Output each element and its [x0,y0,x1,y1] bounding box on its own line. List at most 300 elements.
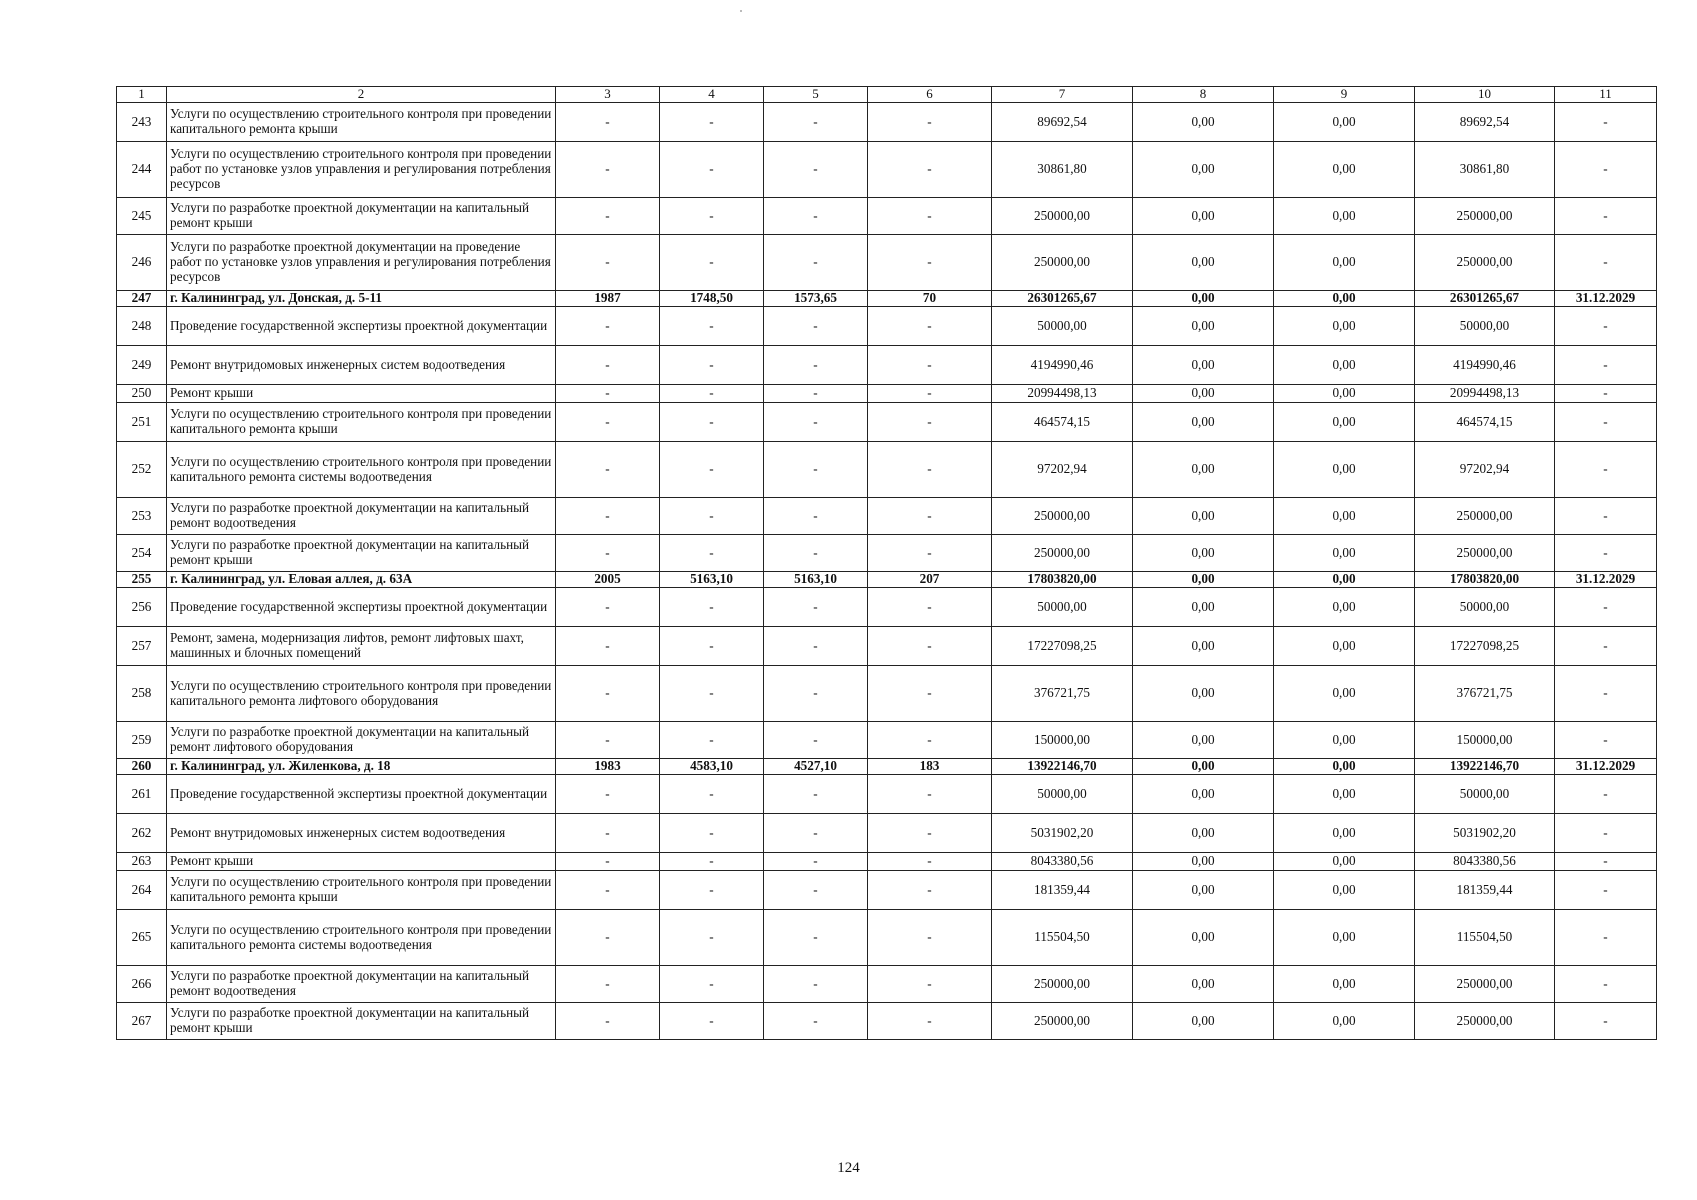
col7-value: 97202,94 [992,442,1133,498]
col3-value: - [556,627,660,666]
table-row [117,403,1657,442]
col10-value: 376721,75 [1415,666,1555,722]
table-row [117,666,1657,722]
col3-value: - [556,853,660,871]
col9-value: 0,00 [1274,346,1415,385]
col3-value: - [556,722,660,759]
col8-value: 0,00 [1133,1003,1274,1040]
col8-value: 0,00 [1133,198,1274,235]
col9-value: 0,00 [1274,235,1415,291]
row-number: 266 [117,966,167,1003]
row-number: 264 [117,871,167,910]
col7-value: 464574,15 [992,403,1133,442]
col3-value: - [556,307,660,346]
table-row [117,142,1657,198]
work-name: г. Калининград, ул. Еловая аллея, д. 63А [167,572,556,588]
col7-value: 150000,00 [992,722,1133,759]
row-number: 246 [117,235,167,291]
col4-value: - [660,403,764,442]
col7-value: 89692,54 [992,103,1133,142]
col9-value: 0,00 [1274,498,1415,535]
col3-value: - [556,103,660,142]
work-name: Услуги по разработке проектной документации на капитальный ремонт лифтового оборудования [167,722,556,759]
table-row [117,498,1657,535]
col5-value: - [764,666,868,722]
col3-value: - [556,346,660,385]
col6-value: - [868,535,992,572]
row-number: 244 [117,142,167,198]
col3-value: - [556,814,660,853]
col7-value: 250000,00 [992,535,1133,572]
work-name: Услуги по разработке проектной документации на капитальный ремонт крыши [167,1003,556,1040]
col7-value: 376721,75 [992,666,1133,722]
col10-value: 20994498,13 [1415,385,1555,403]
row-number: 245 [117,198,167,235]
col5-value: 5163,10 [764,572,868,588]
col5-value: - [764,910,868,966]
work-name: Услуги по осуществлению строительного контроля при проведении капитального ремонта системы водоотведения [167,910,556,966]
col9-value: 0,00 [1274,307,1415,346]
col3-value: 1983 [556,759,660,775]
col4-value: - [660,346,764,385]
row-number: 251 [117,403,167,442]
col9-value: 0,00 [1274,627,1415,666]
col9-value: 0,00 [1274,722,1415,759]
col9-value: 0,00 [1274,966,1415,1003]
col5-value: - [764,775,868,814]
col7-value: 30861,80 [992,142,1133,198]
col5-value: - [764,346,868,385]
col10-value: 181359,44 [1415,871,1555,910]
col11-value: - [1555,442,1657,498]
col11-value: - [1555,307,1657,346]
col5-value: - [764,966,868,1003]
row-number: 250 [117,385,167,403]
col11-value: 31.12.2029 [1555,759,1657,775]
row-number: 254 [117,535,167,572]
col8-value: 0,00 [1133,385,1274,403]
col8-value: 0,00 [1133,666,1274,722]
col6-value: - [868,498,992,535]
col6-value: - [868,871,992,910]
col5-value: - [764,1003,868,1040]
col-header-9: 9 [1274,87,1415,103]
table-row [117,775,1657,814]
col5-value: - [764,442,868,498]
col8-value: 0,00 [1133,572,1274,588]
col7-value: 8043380,56 [992,853,1133,871]
col4-value: - [660,1003,764,1040]
col3-value: - [556,871,660,910]
col-header-3: 3 [556,87,660,103]
col4-value: - [660,722,764,759]
col11-value: - [1555,814,1657,853]
col11-value: - [1555,666,1657,722]
col11-value: - [1555,385,1657,403]
col8-value: 0,00 [1133,498,1274,535]
col7-value: 50000,00 [992,775,1133,814]
work-name: Ремонт крыши [167,853,556,871]
col4-value: - [660,307,764,346]
table-row [117,442,1657,498]
col10-value: 89692,54 [1415,103,1555,142]
row-number: 257 [117,627,167,666]
col8-value: 0,00 [1133,966,1274,1003]
col8-value: 0,00 [1133,722,1274,759]
col6-value: - [868,588,992,627]
col11-value: - [1555,775,1657,814]
col-header-2: 2 [167,87,556,103]
register-sheet [116,86,1656,1040]
col4-value: - [660,871,764,910]
col6-value: - [868,853,992,871]
work-name: Ремонт крыши [167,385,556,403]
col7-value: 20994498,13 [992,385,1133,403]
table-row [117,588,1657,627]
table-body [117,87,1657,1040]
col4-value: 5163,10 [660,572,764,588]
col10-value: 250000,00 [1415,966,1555,1003]
col6-value: - [868,814,992,853]
address-row [117,759,1657,775]
col11-value: - [1555,535,1657,572]
col5-value: - [764,142,868,198]
work-name: г. Калининград, ул. Донская, д. 5-11 [167,291,556,307]
col7-value: 115504,50 [992,910,1133,966]
col10-value: 30861,80 [1415,142,1555,198]
row-number: 253 [117,498,167,535]
work-name: Ремонт внутридомовых инженерных систем водоотведения [167,346,556,385]
col5-value: - [764,814,868,853]
col4-value: - [660,535,764,572]
col10-value: 50000,00 [1415,307,1555,346]
work-name: Проведение государственной экспертизы проектной документации [167,307,556,346]
col7-value: 5031902,20 [992,814,1133,853]
col4-value: - [660,235,764,291]
col9-value: 0,00 [1274,775,1415,814]
col9-value: 0,00 [1274,403,1415,442]
col11-value: - [1555,853,1657,871]
col6-value: - [868,103,992,142]
col3-value: 2005 [556,572,660,588]
work-name: Проведение государственной экспертизы проектной документации [167,588,556,627]
col3-value: - [556,535,660,572]
work-name: Услуги по осуществлению строительного контроля при проведении капитального ремонта системы водоотведения [167,442,556,498]
col7-value: 4194990,46 [992,346,1133,385]
col6-value: - [868,198,992,235]
work-name: Услуги по осуществлению строительного контроля при проведении капитального ремонта крыши [167,103,556,142]
table-row [117,871,1657,910]
col10-value: 250000,00 [1415,235,1555,291]
col6-value: 183 [868,759,992,775]
col5-value: - [764,403,868,442]
col3-value: - [556,498,660,535]
work-name: Ремонт, замена, модернизация лифтов, ремонт лифтовых шахт, машинных и блочных помещений [167,627,556,666]
row-number: 255 [117,572,167,588]
col9-value: 0,00 [1274,814,1415,853]
col7-value: 13922146,70 [992,759,1133,775]
col8-value: 0,00 [1133,142,1274,198]
col5-value: - [764,235,868,291]
col4-value: - [660,142,764,198]
col-header-1: 1 [117,87,167,103]
col4-value: - [660,442,764,498]
work-name: Услуги по осуществлению строительного контроля при проведении капитального ремонта крыши [167,403,556,442]
col7-value: 250000,00 [992,1003,1133,1040]
col9-value: 0,00 [1274,198,1415,235]
table-row [117,535,1657,572]
col10-value: 17227098,25 [1415,627,1555,666]
scan-speck [740,10,742,12]
col11-value: - [1555,346,1657,385]
column-number-row [117,87,1657,103]
col9-value: 0,00 [1274,853,1415,871]
col8-value: 0,00 [1133,814,1274,853]
col9-value: 0,00 [1274,1003,1415,1040]
col-header-5: 5 [764,87,868,103]
col8-value: 0,00 [1133,291,1274,307]
work-name: Услуги по разработке проектной документации на проведение работ по установке узлов управления и регулирования потребления ресурсов [167,235,556,291]
col7-value: 181359,44 [992,871,1133,910]
row-number: 262 [117,814,167,853]
col6-value: - [868,722,992,759]
table-row [117,307,1657,346]
col10-value: 250000,00 [1415,198,1555,235]
col9-value: 0,00 [1274,910,1415,966]
col6-value: - [868,403,992,442]
col3-value: - [556,235,660,291]
table-row [117,627,1657,666]
col11-value: - [1555,198,1657,235]
work-name: Услуги по разработке проектной документации на капитальный ремонт крыши [167,535,556,572]
col10-value: 5031902,20 [1415,814,1555,853]
col3-value: - [556,966,660,1003]
works-register-table [116,86,1657,1040]
col5-value: 4527,10 [764,759,868,775]
col3-value: - [556,1003,660,1040]
col8-value: 0,00 [1133,103,1274,142]
col6-value: - [868,910,992,966]
table-row [117,235,1657,291]
col9-value: 0,00 [1274,291,1415,307]
col10-value: 115504,50 [1415,910,1555,966]
col9-value: 0,00 [1274,535,1415,572]
row-number: 249 [117,346,167,385]
col6-value: - [868,775,992,814]
row-number: 259 [117,722,167,759]
col6-value: - [868,442,992,498]
col5-value: - [764,498,868,535]
col5-value: - [764,871,868,910]
col-header-11: 11 [1555,87,1657,103]
col5-value: - [764,385,868,403]
col-header-4: 4 [660,87,764,103]
work-name: Услуги по разработке проектной документации на капитальный ремонт водоотведения [167,966,556,1003]
col8-value: 0,00 [1133,759,1274,775]
work-name: Услуги по разработке проектной документации на капитальный ремонт водоотведения [167,498,556,535]
col10-value: 250000,00 [1415,535,1555,572]
col11-value: - [1555,910,1657,966]
col8-value: 0,00 [1133,627,1274,666]
table-row [117,385,1657,403]
col11-value: - [1555,498,1657,535]
table-row [117,198,1657,235]
col11-value: - [1555,103,1657,142]
col10-value: 464574,15 [1415,403,1555,442]
col5-value: - [764,627,868,666]
col11-value: - [1555,871,1657,910]
row-number: 261 [117,775,167,814]
col6-value: - [868,142,992,198]
col8-value: 0,00 [1133,307,1274,346]
col6-value: - [868,385,992,403]
col4-value: - [660,910,764,966]
col10-value: 26301265,67 [1415,291,1555,307]
row-number: 265 [117,910,167,966]
work-name: г. Калининград, ул. Жиленкова, д. 18 [167,759,556,775]
col-header-6: 6 [868,87,992,103]
col4-value: - [660,666,764,722]
col6-value: - [868,235,992,291]
col11-value: - [1555,1003,1657,1040]
col6-value: - [868,346,992,385]
col5-value: - [764,535,868,572]
col11-value: - [1555,966,1657,1003]
table-row [117,1003,1657,1040]
col11-value: - [1555,235,1657,291]
table-row [117,966,1657,1003]
col7-value: 250000,00 [992,198,1133,235]
col5-value: - [764,588,868,627]
col10-value: 50000,00 [1415,588,1555,627]
col10-value: 17803820,00 [1415,572,1555,588]
col-header-7: 7 [992,87,1133,103]
col7-value: 50000,00 [992,307,1133,346]
col8-value: 0,00 [1133,871,1274,910]
col3-value: - [556,775,660,814]
col9-value: 0,00 [1274,588,1415,627]
col4-value: - [660,814,764,853]
work-name: Услуги по разработке проектной документации на капитальный ремонт крыши [167,198,556,235]
col7-value: 17803820,00 [992,572,1133,588]
col9-value: 0,00 [1274,666,1415,722]
col9-value: 0,00 [1274,572,1415,588]
col3-value: - [556,666,660,722]
col9-value: 0,00 [1274,103,1415,142]
col9-value: 0,00 [1274,385,1415,403]
col8-value: 0,00 [1133,442,1274,498]
row-number: 260 [117,759,167,775]
col9-value: 0,00 [1274,442,1415,498]
col3-value: 1987 [556,291,660,307]
col10-value: 150000,00 [1415,722,1555,759]
table-row [117,910,1657,966]
col4-value: - [660,588,764,627]
col6-value: 207 [868,572,992,588]
col8-value: 0,00 [1133,588,1274,627]
col6-value: 70 [868,291,992,307]
col11-value: 31.12.2029 [1555,572,1657,588]
col4-value: 1748,50 [660,291,764,307]
col10-value: 50000,00 [1415,775,1555,814]
col9-value: 0,00 [1274,871,1415,910]
col11-value: - [1555,142,1657,198]
table-row [117,346,1657,385]
col11-value: 31.12.2029 [1555,291,1657,307]
col3-value: - [556,910,660,966]
col9-value: 0,00 [1274,759,1415,775]
table-row [117,814,1657,853]
col5-value: - [764,103,868,142]
col4-value: - [660,966,764,1003]
col11-value: - [1555,588,1657,627]
work-name: Услуги по осуществлению строительного контроля при проведении капитального ремонта крыши [167,871,556,910]
col-header-8: 8 [1133,87,1274,103]
col5-value: - [764,198,868,235]
row-number: 263 [117,853,167,871]
col4-value: - [660,775,764,814]
col10-value: 97202,94 [1415,442,1555,498]
col10-value: 250000,00 [1415,1003,1555,1040]
row-number: 258 [117,666,167,722]
col7-value: 250000,00 [992,498,1133,535]
col-header-10: 10 [1415,87,1555,103]
work-name: Услуги по осуществлению строительного контроля при проведении капитального ремонта лифтового оборудования [167,666,556,722]
address-row [117,291,1657,307]
col11-value: - [1555,627,1657,666]
col11-value: - [1555,403,1657,442]
col4-value: - [660,198,764,235]
col9-value: 0,00 [1274,142,1415,198]
col7-value: 26301265,67 [992,291,1133,307]
col4-value: - [660,498,764,535]
col8-value: 0,00 [1133,775,1274,814]
row-number: 256 [117,588,167,627]
row-number: 267 [117,1003,167,1040]
col8-value: 0,00 [1133,535,1274,572]
work-name: Услуги по осуществлению строительного контроля при проведении работ по установке узлов управления и регулирования потребления ресурсов [167,142,556,198]
col5-value: 1573,65 [764,291,868,307]
col4-value: - [660,385,764,403]
col6-value: - [868,966,992,1003]
col4-value: - [660,853,764,871]
work-name: Ремонт внутридомовых инженерных систем водоотведения [167,814,556,853]
col4-value: - [660,103,764,142]
col10-value: 250000,00 [1415,498,1555,535]
col8-value: 0,00 [1133,346,1274,385]
row-number: 247 [117,291,167,307]
col6-value: - [868,1003,992,1040]
col7-value: 250000,00 [992,235,1133,291]
col3-value: - [556,385,660,403]
col5-value: - [764,722,868,759]
col3-value: - [556,142,660,198]
col3-value: - [556,588,660,627]
col3-value: - [556,442,660,498]
col11-value: - [1555,722,1657,759]
page-number: 124 [837,1160,860,1176]
col8-value: 0,00 [1133,235,1274,291]
col3-value: - [556,198,660,235]
table-row [117,722,1657,759]
col7-value: 17227098,25 [992,627,1133,666]
col7-value: 50000,00 [992,588,1133,627]
row-number: 248 [117,307,167,346]
col7-value: 250000,00 [992,966,1133,1003]
table-row [117,103,1657,142]
col10-value: 8043380,56 [1415,853,1555,871]
col8-value: 0,00 [1133,910,1274,966]
